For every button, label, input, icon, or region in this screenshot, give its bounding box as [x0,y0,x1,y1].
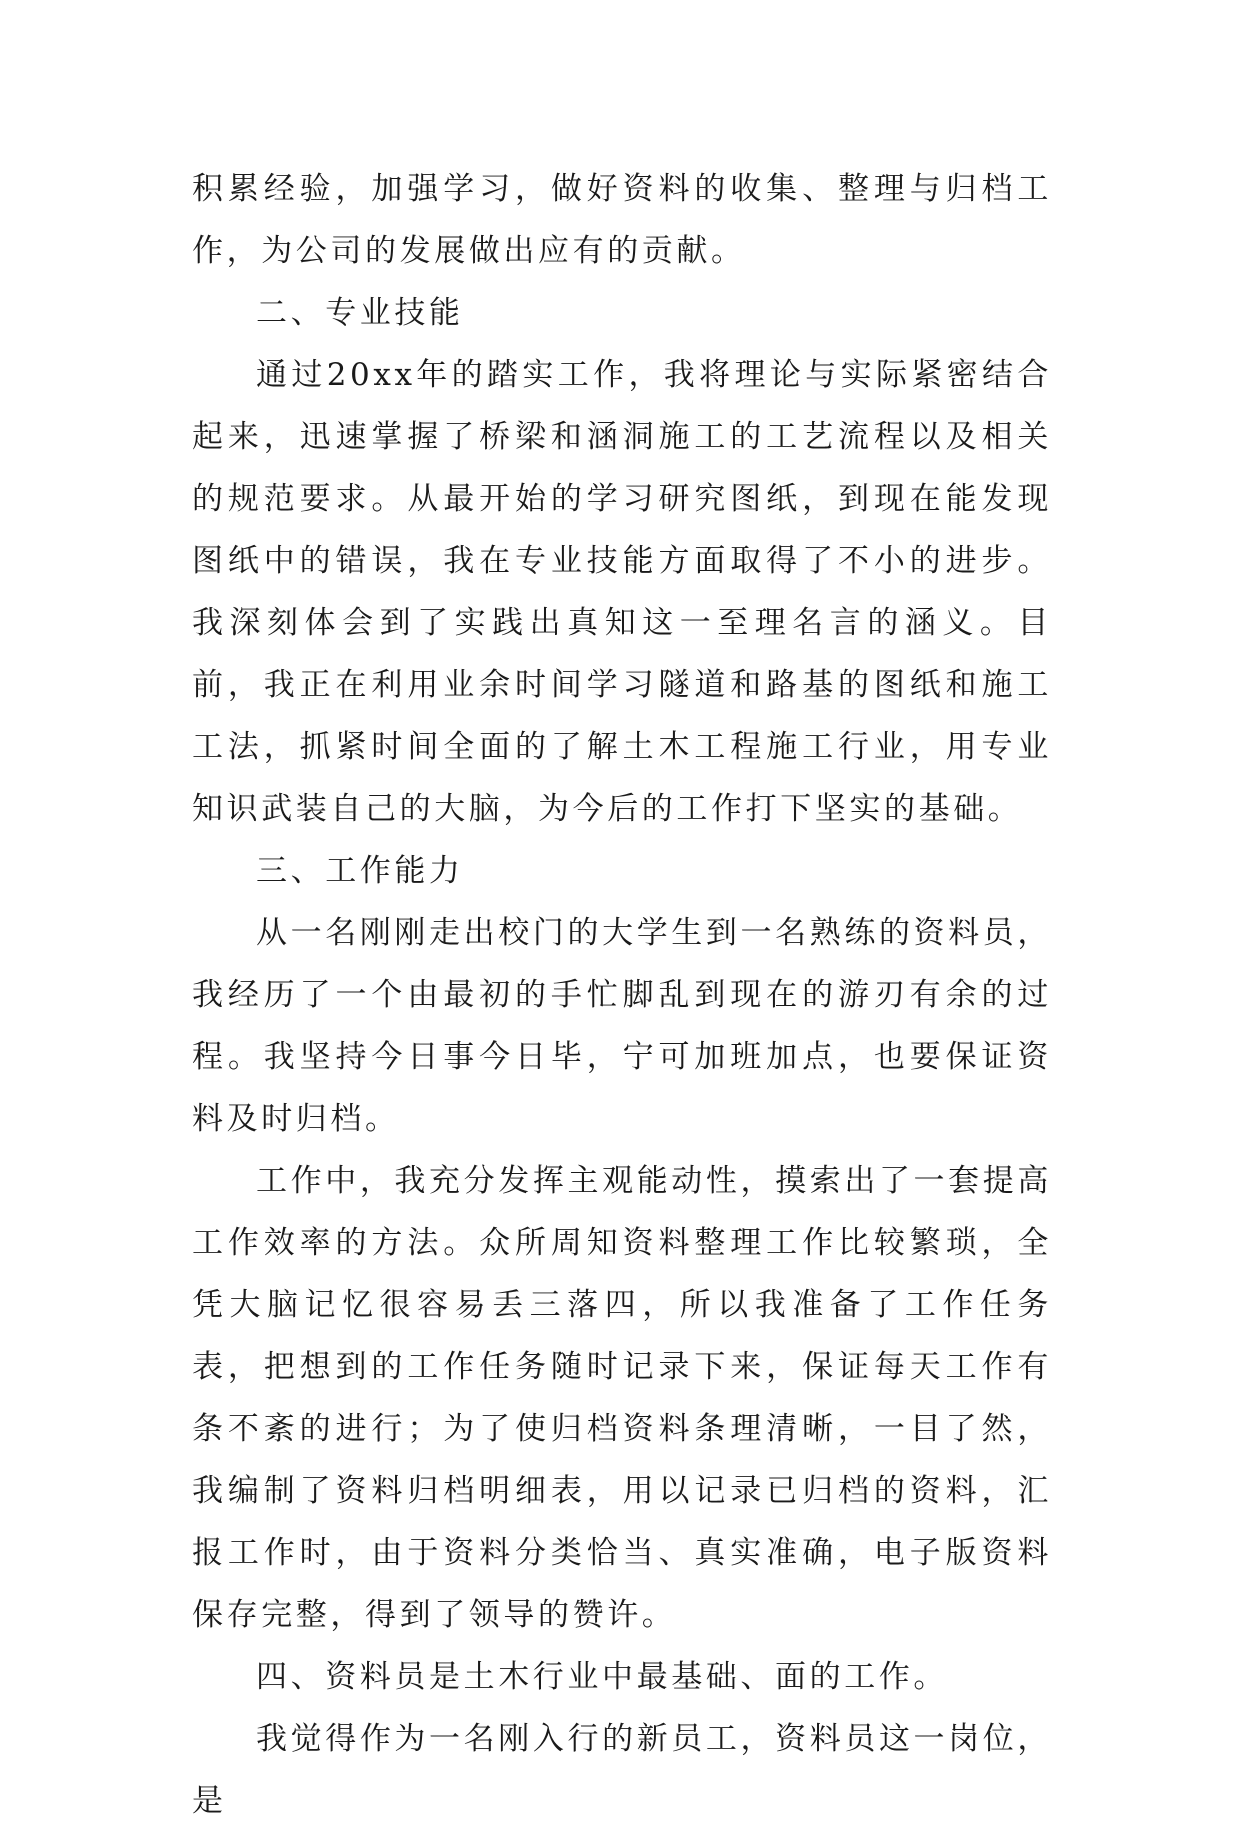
section-heading-work-ability: 三、工作能力 [256,853,464,889]
paragraph-document-clerk: 我觉得作为一名刚入行的新员工，资料员这一岗位，是 [192,1721,1052,1819]
paragraph-professional-skills: 通过20xx年的踏实工作，我将理论与实际紧密结合起来，迅速掌握了桥梁和涵洞施工的工艺流程以及相关的规范要求。从最开始的学习研究图纸，到现在能发现图纸中的错误，我在专业技能方面取得了不小的进步。我深刻体会到了实践出真知这一至理名言的涵义。目前，我正在利用业余时间学习隧道和路基的图纸和施工工法，抓紧时间全面的了解土木工程施工行业，用专业知识武装自己的大脑，为今后的工作打下坚实的基础。 [192,357,1052,827]
document-body [192,158,1052,1832]
paragraph-continuation: 积累经验，加强学习，做好资料的收集、整理与归档工作，为公司的发展做出应有的贡献。 [192,171,1052,269]
section-heading-professional-skills: 二、专业技能 [256,295,464,331]
section-heading-document-clerk: 四、资料员是土木行业中最基础、面的工作。 [256,1659,948,1695]
paragraph-work-ability-2: 工作中，我充分发挥主观能动性，摸索出了一套提高工作效率的方法。众所周知资料整理工作比较繁琐，全凭大脑记忆很容易丢三落四，所以我准备了工作任务表，把想到的工作任务随时记录下来，保证每天工作有条不紊的进行；为了使归档资料条理清晰，一目了然，我编制了资料归档明细表，用以记录已归档的资料，汇报工作时，由于资料分类恰当、真实准确，电子版资料保存完整，得到了领导的赞许。 [192,1163,1052,1633]
paragraph-work-ability-1: 从一名刚刚走出校门的大学生到一名熟练的资料员，我经历了一个由最初的手忙脚乱到现在的游刃有余的过程。我坚持今日事今日毕，宁可加班加点，也要保证资料及时归档。 [192,915,1052,1137]
